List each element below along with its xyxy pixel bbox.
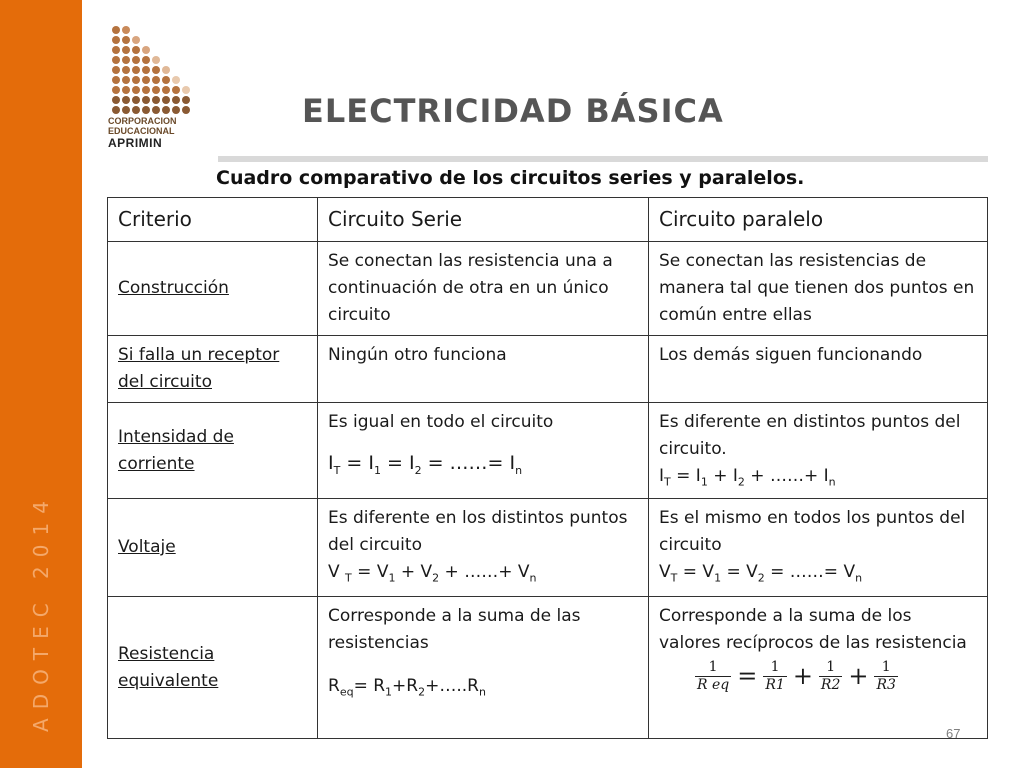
paralelo-formula: $I_T = I_1 + I_2$ + ……+ $I_n$	[659, 466, 836, 489]
serie-formula: $R_{eq}=$ $R_1+R_2+\dots..R_n$	[328, 676, 486, 699]
page-number: 67	[946, 726, 961, 741]
title-divider	[218, 156, 988, 162]
paralelo-formula: $V_T = V_1 = V_2$ = ……= $V_n$	[659, 562, 863, 585]
paralelo-cell	[649, 499, 988, 597]
serie-text: Es igual en todo el circuito	[328, 412, 554, 432]
page-title: ELECTRICIDAD BÁSICA	[302, 92, 724, 130]
table-row	[108, 403, 988, 499]
paralelo-formula: $\frac{1}{\text{R eq}}$ = $\frac{1}{R1}$ + $\frac{1}{R2}$ + $\frac{1}{R3}$	[697, 659, 896, 693]
paralelo-text: Es el mismo en todos los puntos del circuito	[659, 508, 966, 555]
table-row	[108, 499, 988, 597]
criterio-cell: Intensidad de corriente	[108, 403, 318, 499]
side-bar-label: ADOTEC 2014	[29, 492, 53, 732]
logo-line-1: CORPORACION	[108, 116, 177, 126]
serie-formula: $I_T = I_1 = I_2$ = ……= $I_n$	[328, 452, 523, 477]
comparison-table	[107, 197, 988, 739]
logo-line-2: EDUCACIONAL	[108, 126, 175, 136]
aprimin-logo	[104, 24, 204, 150]
criterio-cell: Si falla un receptor del circuito	[108, 336, 318, 403]
paralelo-text: Corresponde a la suma de los valores recíprocos de las resistencia	[659, 606, 967, 653]
table-row	[108, 242, 988, 336]
serie-cell	[318, 499, 649, 597]
criterio-cell: Resistencia equivalente	[108, 597, 318, 739]
criterio-cell: Construcción	[108, 242, 318, 336]
logo-dots-icon	[104, 24, 204, 114]
header-criterio: Criterio	[108, 198, 318, 242]
header-paralelo: Circuito paralelo	[649, 198, 988, 242]
serie-cell: Ningún otro funciona	[318, 336, 649, 403]
serie-cell	[318, 597, 649, 739]
header-serie: Circuito Serie	[318, 198, 649, 242]
table-row	[108, 597, 988, 739]
serie-cell: Se conectan las resistencia una a continuación de otra en un único circuito	[318, 242, 649, 336]
paralelo-cell	[649, 597, 988, 739]
table-caption: Cuadro comparativo de los circuitos series y paralelos.	[216, 167, 805, 189]
paralelo-text: Es diferente en distintos puntos del circuito.	[659, 412, 961, 459]
serie-formula: V $_T = V_1 + V_2$ + ……+ $V_n$	[328, 562, 537, 585]
criterio-cell: Voltaje	[108, 499, 318, 597]
side-bar	[0, 0, 82, 768]
table-row	[108, 336, 988, 403]
paralelo-cell	[649, 403, 988, 499]
paralelo-cell: Los demás siguen funcionando	[649, 336, 988, 403]
paralelo-cell: Se conectan las resistencias de manera tal que tienen dos puntos en común entre ellas	[649, 242, 988, 336]
serie-text: Corresponde a la suma de las resistencias	[328, 606, 581, 653]
serie-cell	[318, 403, 649, 499]
table-header-row	[108, 198, 988, 242]
serie-text: Es diferente en los distintos puntos del circuito	[328, 508, 628, 555]
logo-line-3: APRIMIN	[108, 136, 163, 150]
